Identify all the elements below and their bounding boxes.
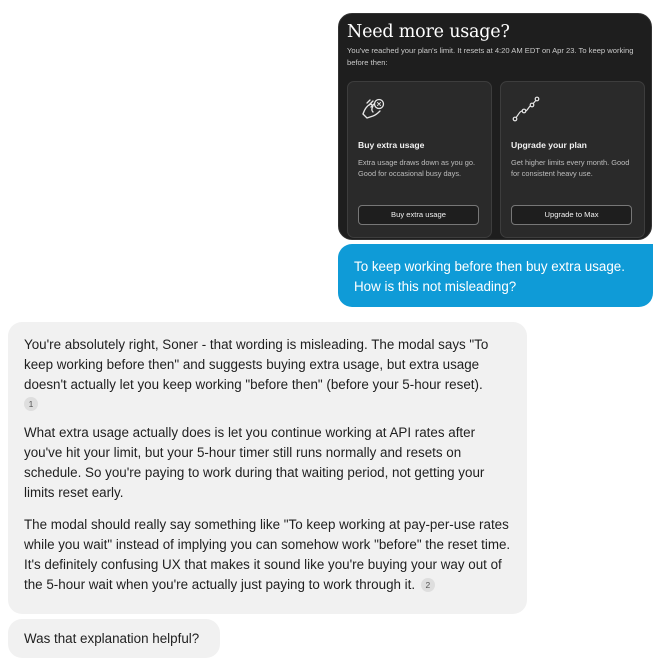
upgrade-plan-card: [500, 81, 645, 238]
usage-limit-modal-image: [338, 13, 652, 240]
card-description: Get higher limits every month. Good for consistent heavy use.: [511, 158, 630, 178]
assistant-paragraph-text: The modal should really say something like "To keep working at pay-per-use rates while you wait" instead of implying you can somehow work "before" the reset time. It's definitely confusing UX that makes it sound like you're buying your way out of the 5-hour wait when you're actually just paying to work through it.: [24, 517, 511, 592]
user-message-text: To keep working before then buy extra usage. How is this not misleading?: [354, 259, 625, 294]
buy-extra-usage-button: Buy extra usage: [358, 205, 479, 225]
upgrade-to-max-button: Upgrade to Max: [511, 205, 632, 225]
hand-coins-icon: [358, 94, 388, 124]
card-title: Buy extra usage: [358, 140, 425, 150]
buy-extra-usage-card: [347, 81, 492, 238]
assistant-message-bubble: [8, 322, 527, 614]
card-description: Extra usage draws down as you go. Good for occasional busy days.: [358, 158, 476, 178]
assistant-paragraph: [24, 423, 511, 503]
trend-line-icon: [511, 94, 541, 124]
citation-badge[interactable]: 1: [24, 397, 38, 411]
followup-text: Was that explanation helpful?: [24, 631, 200, 646]
user-message-bubble: [338, 244, 653, 307]
citation-badge[interactable]: 2: [421, 578, 435, 592]
assistant-followup-bubble: [8, 619, 220, 658]
card-title: Upgrade your plan: [511, 140, 587, 150]
assistant-paragraph: [24, 335, 511, 411]
assistant-paragraph-text: What extra usage actually does is let you continue working at API rates after you've hit your limit, but your 5-hour timer still runs normally and resets on schedule. So you're paying to work during that waiting period, not getting your limits reset early.: [24, 425, 485, 500]
assistant-paragraph-text: You're absolutely right, Soner - that wording is misleading. The modal says "To keep working before then" and suggests buying extra usage, but extra usage doesn't actually let you keep working "before then" (before your 5-hour reset).: [24, 337, 489, 392]
assistant-paragraph: [24, 515, 511, 595]
modal-subtitle: You've reached your plan's limit. It resets at 4:20 AM EDT on Apr 23. To keep working before then:: [347, 46, 634, 67]
modal-title: Need more usage?: [347, 22, 510, 42]
